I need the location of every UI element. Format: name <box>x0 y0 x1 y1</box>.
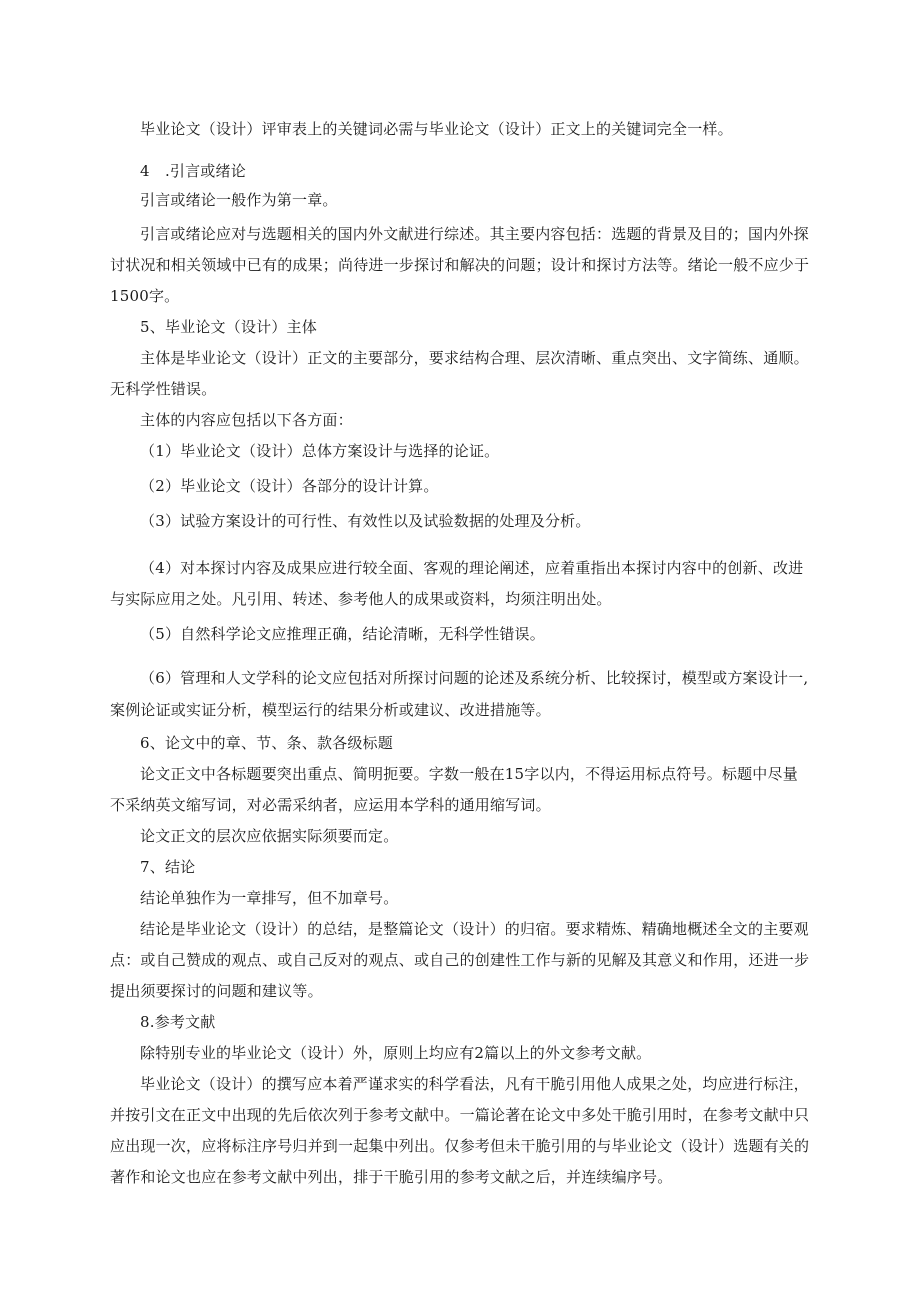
text-line: 毕业论文（设计）评审表上的关键词必需与毕业论文（设计）正文上的关键词完全一样。 <box>140 120 733 138</box>
text-line: 结论是毕业论文（设计）的总结，是整篇论文（设计）的归宿。要求精炼、精确地概述全文的主要观 <box>140 920 809 938</box>
section-heading-7: 7、结论 <box>140 858 196 876</box>
text-line: 案例论证或实证分析，模型运行的结果分析或建议、改进措施等。 <box>110 701 551 719</box>
text-line: 引言或绪论一般作为第一章。 <box>140 191 338 209</box>
section-heading-5: 5、毕业论文（设计）主体 <box>140 318 317 336</box>
list-item: （1）毕业论文（设计）总体方案设计与选择的论证。 <box>140 442 500 460</box>
text-line: 应出现一次，应将标注序号归并到一起集中列出。仅参考但未干脆引用的与毕业论文（设计）选题有关的 <box>110 1137 810 1155</box>
text-line: 并按引文在正文中出现的先后依次列于参考文献中。一篇论著在论文中多处干脆引用时，在参考文献中只 <box>110 1106 810 1124</box>
section-heading-6: 6、论文中的章、节、条、款各级标题 <box>140 734 393 752</box>
list-item: （4）对本探讨内容及成果应进行较全面、客观的理论阐述，应着重指出本探讨内容中的创新、改进 <box>140 559 804 577</box>
list-item: （3）试验方案设计的可行性、有效性以及试验数据的处理及分析。 <box>140 512 591 530</box>
section-heading-8: 8.参考文献 <box>140 1013 216 1031</box>
text-line: 论文正文中各标题要突出重点、简明扼要。字数一般在15字以内，不得运用标点符号。标题中尽量 <box>140 765 798 783</box>
list-item: （2）毕业论文（设计）各部分的设计计算。 <box>140 477 439 495</box>
text-line: 讨状况和相关领域中已有的成果；尚待进一步探讨和解决的问题；设计和探讨方法等。绪论一般不应少于 <box>110 256 810 274</box>
text-line: 提出须要探讨的问题和建议等。 <box>110 982 323 1000</box>
text-line: 与实际应用之处。凡引用、转述、参考他人的成果或资料，均须注明出处。 <box>110 590 612 608</box>
text-line: 论文正文的层次应依据实际须要而定。 <box>140 827 399 845</box>
text-line: 引言或绪论应对与选题相关的国内外文献进行综述。其主要内容包括：选题的背景及目的；国内外探 <box>140 225 809 243</box>
text-line: 1500字。 <box>110 287 180 305</box>
list-item: （5）自然科学论文应推理正确，结论清晰，无科学性错误。 <box>140 625 545 643</box>
text-line: 不采纳英文缩写词，对必需采纳者，应运用本学科的通用缩写词。 <box>110 796 551 814</box>
text-line: 毕业论文（设计）的撰写应本着严谨求实的科学看法，凡有干脆引用他人成果之处，均应进行标注， <box>140 1075 809 1093</box>
text-line: 主体是毕业论文（设计）正文的主要部分，要求结构合理、层次清晰、重点突出、文字简练、通顺。 <box>140 349 809 367</box>
section-heading-4: 4 .引言或绪论 <box>140 162 246 180</box>
text-line: 除特别专业的毕业论文（设计）外，原则上均应有2篇以上的外文参考文献。 <box>140 1044 652 1062</box>
text-line: 点：或自己赞成的观点、或自己反对的观点、或自己的创建性工作与新的见解及其意义和作用，还进一步 <box>110 951 810 969</box>
text-line: 主体的内容应包括以下各方面： <box>140 411 353 429</box>
text-line: 无科学性错误。 <box>110 380 217 398</box>
text-line: 著作和论文也应在参考文献中列出，排于干脆引用的参考文献之后，并连续编序号。 <box>110 1168 673 1186</box>
list-item: （6）管理和人文学科的论文应包括对所探讨问题的论述及系统分析、比较探讨，模型或方案设计一, <box>140 669 809 687</box>
text-line: 结论单独作为一章排写，但不加章号。 <box>140 889 399 907</box>
